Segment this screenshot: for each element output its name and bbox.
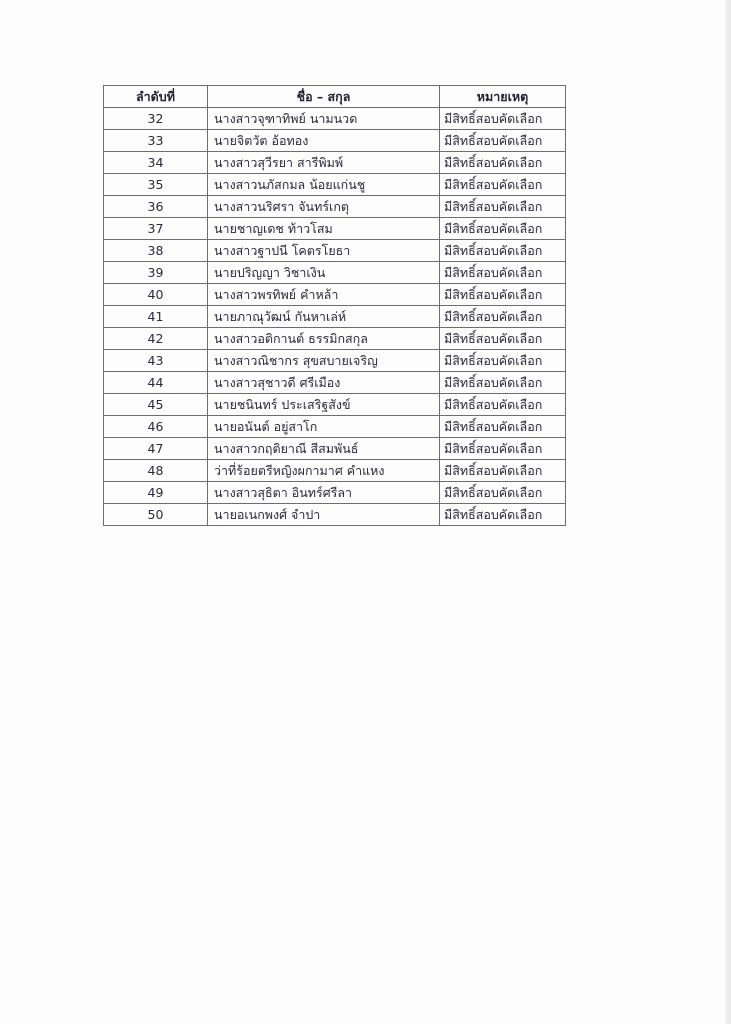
table-row xyxy=(104,372,566,394)
row-full-name: นางสาวอติกานต์ ธรรมิกสกุล xyxy=(208,328,440,350)
candidate-table xyxy=(103,85,566,526)
row-full-name: นางสาวสุธิตา อินทร์ศรีลา xyxy=(208,482,440,504)
row-order-number: 34 xyxy=(104,152,208,174)
row-full-name: นายภาณุวัฒน์ กันหาเล่ห์ xyxy=(208,306,440,328)
row-order-number: 50 xyxy=(104,504,208,526)
row-order-number: 37 xyxy=(104,218,208,240)
table-header-row xyxy=(104,86,566,108)
table-row xyxy=(104,218,566,240)
table-row xyxy=(104,416,566,438)
row-order-number: 42 xyxy=(104,328,208,350)
row-order-number: 49 xyxy=(104,482,208,504)
row-remark: มีสิทธิ์สอบคัดเลือก xyxy=(440,152,566,174)
table-row xyxy=(104,152,566,174)
row-order-number: 38 xyxy=(104,240,208,262)
row-order-number: 36 xyxy=(104,196,208,218)
row-full-name: นางสาวนริศรา จันทร์เกตุ xyxy=(208,196,440,218)
row-full-name: นางสาวสุชาวดี ศรีเมือง xyxy=(208,372,440,394)
row-remark: มีสิทธิ์สอบคัดเลือก xyxy=(440,438,566,460)
row-order-number: 40 xyxy=(104,284,208,306)
table-row xyxy=(104,504,566,526)
row-full-name: นายอเนกพงศ์ จำปา xyxy=(208,504,440,526)
table-row xyxy=(104,262,566,284)
row-full-name: นางสาวฐาปนี โคตรโยธา xyxy=(208,240,440,262)
row-order-number: 33 xyxy=(104,130,208,152)
row-full-name: นางสาวกฤติยาณี สีสมพันธ์ xyxy=(208,438,440,460)
row-full-name: ว่าที่ร้อยตรีหญิงผกามาศ คำแหง xyxy=(208,460,440,482)
row-order-number: 48 xyxy=(104,460,208,482)
row-order-number: 35 xyxy=(104,174,208,196)
row-order-number: 39 xyxy=(104,262,208,284)
row-remark: มีสิทธิ์สอบคัดเลือก xyxy=(440,284,566,306)
row-full-name: นางสาวจุฑาทิพย์ นามนวด xyxy=(208,108,440,130)
row-remark: มีสิทธิ์สอบคัดเลือก xyxy=(440,240,566,262)
row-order-number: 45 xyxy=(104,394,208,416)
row-remark: มีสิทธิ์สอบคัดเลือก xyxy=(440,394,566,416)
row-remark: มีสิทธิ์สอบคัดเลือก xyxy=(440,504,566,526)
row-remark: มีสิทธิ์สอบคัดเลือก xyxy=(440,460,566,482)
row-full-name: นางสาวพรทิพย์ คำหล้า xyxy=(208,284,440,306)
row-remark: มีสิทธิ์สอบคัดเลือก xyxy=(440,372,566,394)
header-order-number: ลำดับที่ xyxy=(104,86,208,108)
row-remark: มีสิทธิ์สอบคัดเลือก xyxy=(440,328,566,350)
header-remark: หมายเหตุ xyxy=(440,86,566,108)
header-full-name: ชื่อ – สกุล xyxy=(208,86,440,108)
row-full-name: นายชาญเดช ท้าวโสม xyxy=(208,218,440,240)
row-full-name: นางสาวสุวีรยา สารีพิมพ์ xyxy=(208,152,440,174)
table-row xyxy=(104,196,566,218)
row-full-name: นายปริญญา วิชาเงิน xyxy=(208,262,440,284)
row-order-number: 47 xyxy=(104,438,208,460)
row-order-number: 43 xyxy=(104,350,208,372)
table-row xyxy=(104,328,566,350)
row-remark: มีสิทธิ์สอบคัดเลือก xyxy=(440,482,566,504)
row-full-name: นายอนันต์ อยู่สาโก xyxy=(208,416,440,438)
row-remark: มีสิทธิ์สอบคัดเลือก xyxy=(440,130,566,152)
row-remark: มีสิทธิ์สอบคัดเลือก xyxy=(440,108,566,130)
table-body xyxy=(104,108,566,526)
table-row xyxy=(104,130,566,152)
row-order-number: 41 xyxy=(104,306,208,328)
row-order-number: 46 xyxy=(104,416,208,438)
row-full-name: นายชนินทร์ ประเสริฐสังข์ xyxy=(208,394,440,416)
table-row xyxy=(104,482,566,504)
row-order-number: 44 xyxy=(104,372,208,394)
table-row xyxy=(104,174,566,196)
row-remark: มีสิทธิ์สอบคัดเลือก xyxy=(440,218,566,240)
table-row xyxy=(104,108,566,130)
table-row xyxy=(104,460,566,482)
table-row xyxy=(104,284,566,306)
table-row xyxy=(104,306,566,328)
row-full-name: นางสาวณิชากร สุขสบายเจริญ xyxy=(208,350,440,372)
row-order-number: 32 xyxy=(104,108,208,130)
row-full-name: นายจิตวัต อ้อทอง xyxy=(208,130,440,152)
row-remark: มีสิทธิ์สอบคัดเลือก xyxy=(440,196,566,218)
row-remark: มีสิทธิ์สอบคัดเลือก xyxy=(440,350,566,372)
table-row xyxy=(104,394,566,416)
row-remark: มีสิทธิ์สอบคัดเลือก xyxy=(440,174,566,196)
table-row xyxy=(104,438,566,460)
table-row xyxy=(104,350,566,372)
table-row xyxy=(104,240,566,262)
page-edge xyxy=(725,0,731,1024)
row-full-name: นางสาวนภัสกมล น้อยแก่นชู xyxy=(208,174,440,196)
row-remark: มีสิทธิ์สอบคัดเลือก xyxy=(440,416,566,438)
row-remark: มีสิทธิ์สอบคัดเลือก xyxy=(440,306,566,328)
row-remark: มีสิทธิ์สอบคัดเลือก xyxy=(440,262,566,284)
